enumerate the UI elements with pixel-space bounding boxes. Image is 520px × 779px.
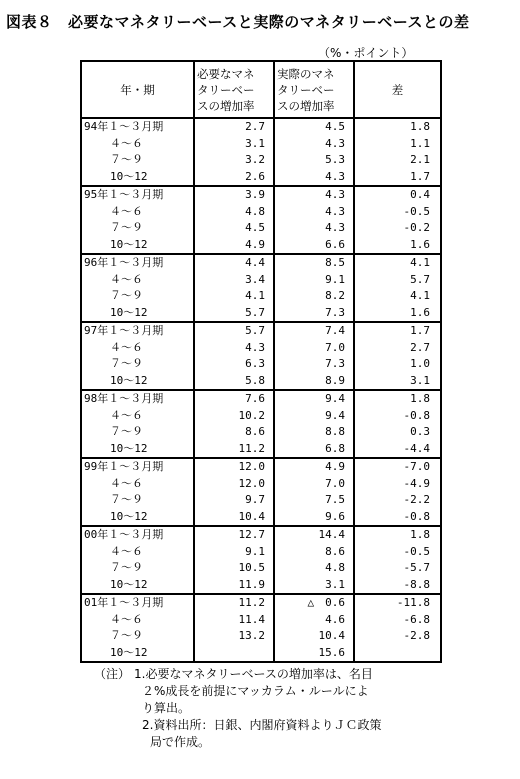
table-row bbox=[81, 136, 441, 153]
period-cell: ４～６ bbox=[81, 204, 194, 221]
difference-cell: 2.1 bbox=[354, 152, 441, 169]
table-row bbox=[81, 356, 441, 373]
table-row bbox=[81, 340, 441, 357]
difference-cell: -4.4 bbox=[354, 441, 441, 459]
table-year-group bbox=[81, 390, 441, 458]
period-cell: 10～12 bbox=[81, 373, 194, 391]
period-cell: ７～９ bbox=[81, 220, 194, 237]
period-cell: ７～９ bbox=[81, 288, 194, 305]
header-period: 年・期 bbox=[81, 61, 194, 118]
required-growth-cell: 4.3 bbox=[194, 340, 274, 357]
footnote-line bbox=[94, 734, 514, 751]
actual-growth-cell: 4.3 bbox=[274, 220, 354, 237]
footnote-text: 1.必要なマネタリーベースの増加率は、名目 bbox=[134, 667, 373, 681]
difference-cell: 1.8 bbox=[354, 390, 441, 408]
table-row bbox=[81, 254, 441, 272]
required-growth-cell: 10.5 bbox=[194, 560, 274, 577]
actual-growth-cell: 7.0 bbox=[274, 476, 354, 493]
table-row bbox=[81, 305, 441, 323]
period-cell: ４～６ bbox=[81, 544, 194, 561]
table-row bbox=[81, 408, 441, 425]
table-row bbox=[81, 424, 441, 441]
table-row bbox=[81, 373, 441, 391]
required-growth-cell: 6.3 bbox=[194, 356, 274, 373]
table-year-group bbox=[81, 322, 441, 390]
footnote-text: 局で作成。 bbox=[150, 735, 211, 749]
table-row bbox=[81, 544, 441, 561]
period-cell: 10～12 bbox=[81, 169, 194, 187]
period-cell: ７～９ bbox=[81, 152, 194, 169]
required-growth-cell: 11.2 bbox=[194, 441, 274, 459]
table-row bbox=[81, 237, 441, 255]
header-required-growth: 必要なマネ タリーベー スの増加率 bbox=[194, 61, 274, 118]
table-header-row bbox=[81, 61, 441, 118]
actual-growth-cell: 10.4 bbox=[274, 628, 354, 645]
table-row bbox=[81, 560, 441, 577]
figure-title: 図表８ 必要なマネタリーベースと実際のマネタリーベースとの差 bbox=[6, 13, 470, 31]
required-growth-cell: 12.0 bbox=[194, 476, 274, 493]
table-row bbox=[81, 645, 441, 663]
required-growth-cell: 7.6 bbox=[194, 390, 274, 408]
actual-growth-cell: 8.6 bbox=[274, 544, 354, 561]
table-row bbox=[81, 186, 441, 204]
table-year-group bbox=[81, 594, 441, 662]
difference-cell: -0.5 bbox=[354, 204, 441, 221]
actual-growth-cell: 4.8 bbox=[274, 560, 354, 577]
required-growth-cell: 11.4 bbox=[194, 612, 274, 629]
period-cell: ４～６ bbox=[81, 476, 194, 493]
required-growth-cell: 3.2 bbox=[194, 152, 274, 169]
difference-cell: 2.7 bbox=[354, 340, 441, 357]
header-difference: 差 bbox=[354, 61, 441, 118]
period-cell: ４～６ bbox=[81, 612, 194, 629]
period-cell: 01年１～３月期 bbox=[81, 594, 194, 612]
period-cell: 00年１～３月期 bbox=[81, 526, 194, 544]
required-growth-cell: 2.6 bbox=[194, 169, 274, 187]
required-growth-cell bbox=[194, 645, 274, 663]
period-cell: 96年１～３月期 bbox=[81, 254, 194, 272]
period-cell: 10～12 bbox=[81, 509, 194, 527]
footnote-line bbox=[94, 683, 514, 700]
period-cell: 10～12 bbox=[81, 237, 194, 255]
difference-cell: -2.2 bbox=[354, 492, 441, 509]
difference-cell: -6.8 bbox=[354, 612, 441, 629]
actual-growth-cell: 7.3 bbox=[274, 305, 354, 323]
difference-cell: -0.5 bbox=[354, 544, 441, 561]
difference-cell: -4.9 bbox=[354, 476, 441, 493]
period-cell: 94年１～３月期 bbox=[81, 118, 194, 136]
difference-cell: 4.1 bbox=[354, 254, 441, 272]
table-row bbox=[81, 509, 441, 527]
table-row bbox=[81, 594, 441, 612]
period-cell: ４～６ bbox=[81, 136, 194, 153]
footnote-line bbox=[94, 666, 514, 683]
table-year-group bbox=[81, 118, 441, 186]
table-year-group bbox=[81, 458, 441, 526]
difference-cell: -7.0 bbox=[354, 458, 441, 476]
difference-cell: 1.1 bbox=[354, 136, 441, 153]
table-year-group bbox=[81, 254, 441, 322]
table-row bbox=[81, 492, 441, 509]
period-cell: ４～６ bbox=[81, 408, 194, 425]
difference-cell: 1.7 bbox=[354, 169, 441, 187]
difference-cell: 0.4 bbox=[354, 186, 441, 204]
footnotes bbox=[94, 666, 514, 751]
actual-growth-cell: 4.5 bbox=[274, 118, 354, 136]
actual-growth-cell: 8.2 bbox=[274, 288, 354, 305]
actual-growth-cell: 8.9 bbox=[274, 373, 354, 391]
period-cell: 97年１～３月期 bbox=[81, 322, 194, 340]
period-cell: ７～９ bbox=[81, 560, 194, 577]
actual-growth-cell: 15.6 bbox=[274, 645, 354, 663]
actual-growth-cell: 9.1 bbox=[274, 272, 354, 289]
footnote-line bbox=[94, 700, 514, 717]
required-growth-cell: 11.2 bbox=[194, 594, 274, 612]
required-growth-cell: 4.9 bbox=[194, 237, 274, 255]
table-year-group bbox=[81, 526, 441, 594]
difference-cell: 0.3 bbox=[354, 424, 441, 441]
table-row bbox=[81, 322, 441, 340]
required-growth-cell: 3.1 bbox=[194, 136, 274, 153]
difference-cell: -11.8 bbox=[354, 594, 441, 612]
required-growth-cell: 5.8 bbox=[194, 373, 274, 391]
actual-growth-cell: 4.3 bbox=[274, 204, 354, 221]
table-row bbox=[81, 577, 441, 595]
required-growth-cell: 4.5 bbox=[194, 220, 274, 237]
difference-cell: -0.8 bbox=[354, 408, 441, 425]
actual-growth-cell: 7.0 bbox=[274, 340, 354, 357]
table-row bbox=[81, 476, 441, 493]
actual-growth-cell: 8.8 bbox=[274, 424, 354, 441]
difference-cell: 1.8 bbox=[354, 526, 441, 544]
period-cell: 10～12 bbox=[81, 577, 194, 595]
money-base-table bbox=[80, 60, 442, 663]
period-cell: ４～６ bbox=[81, 340, 194, 357]
difference-cell: -0.2 bbox=[354, 220, 441, 237]
actual-growth-cell: 4.3 bbox=[274, 169, 354, 187]
required-growth-cell: 11.9 bbox=[194, 577, 274, 595]
table-row bbox=[81, 152, 441, 169]
actual-growth-cell: 8.5 bbox=[274, 254, 354, 272]
table-row bbox=[81, 118, 441, 136]
table-row bbox=[81, 526, 441, 544]
period-cell: 10～12 bbox=[81, 305, 194, 323]
table-row bbox=[81, 204, 441, 221]
unit-label: （%・ポイント） bbox=[318, 46, 414, 60]
footnote-text: 2.資料出所：日銀、内閣府資料よりＪＣ政策 bbox=[142, 718, 382, 732]
table-year-group bbox=[81, 186, 441, 254]
table-row bbox=[81, 628, 441, 645]
required-growth-cell: 13.2 bbox=[194, 628, 274, 645]
table-row bbox=[81, 458, 441, 476]
actual-growth-cell: △ 0.6 bbox=[274, 594, 354, 612]
required-growth-cell: 12.7 bbox=[194, 526, 274, 544]
difference-cell: 5.7 bbox=[354, 272, 441, 289]
required-growth-cell: 2.7 bbox=[194, 118, 274, 136]
actual-growth-cell: 7.3 bbox=[274, 356, 354, 373]
period-cell: 99年１～３月期 bbox=[81, 458, 194, 476]
period-cell: ７～９ bbox=[81, 492, 194, 509]
header-actual-growth: 実際のマネ タリーベー スの増加率 bbox=[274, 61, 354, 118]
table-row bbox=[81, 390, 441, 408]
difference-cell: -8.8 bbox=[354, 577, 441, 595]
required-growth-cell: 4.4 bbox=[194, 254, 274, 272]
difference-cell bbox=[354, 645, 441, 663]
difference-cell: -0.8 bbox=[354, 509, 441, 527]
required-growth-cell: 10.4 bbox=[194, 509, 274, 527]
difference-cell: -2.8 bbox=[354, 628, 441, 645]
period-cell: ７～９ bbox=[81, 628, 194, 645]
difference-cell: 1.0 bbox=[354, 356, 441, 373]
period-cell: 10～12 bbox=[81, 441, 194, 459]
difference-cell: 1.7 bbox=[354, 322, 441, 340]
footnote-text: ２%成長を前提にマッカラム・ルールによ bbox=[142, 684, 369, 698]
actual-growth-cell: 4.3 bbox=[274, 186, 354, 204]
table-row bbox=[81, 272, 441, 289]
table-row bbox=[81, 612, 441, 629]
difference-cell: 1.8 bbox=[354, 118, 441, 136]
required-growth-cell: 8.6 bbox=[194, 424, 274, 441]
difference-cell: 1.6 bbox=[354, 305, 441, 323]
table-row bbox=[81, 169, 441, 187]
actual-growth-cell: 7.5 bbox=[274, 492, 354, 509]
required-growth-cell: 12.0 bbox=[194, 458, 274, 476]
period-cell: 98年１～３月期 bbox=[81, 390, 194, 408]
footnote-line bbox=[94, 717, 514, 734]
period-cell: ７～９ bbox=[81, 424, 194, 441]
difference-cell: 4.1 bbox=[354, 288, 441, 305]
footnote-text: り算出。 bbox=[142, 701, 191, 715]
actual-growth-cell: 6.6 bbox=[274, 237, 354, 255]
table-row bbox=[81, 288, 441, 305]
period-cell: ４～６ bbox=[81, 272, 194, 289]
actual-growth-cell: 7.4 bbox=[274, 322, 354, 340]
difference-cell: 1.6 bbox=[354, 237, 441, 255]
required-growth-cell: 3.4 bbox=[194, 272, 274, 289]
required-growth-cell: 5.7 bbox=[194, 322, 274, 340]
period-cell: ７～９ bbox=[81, 356, 194, 373]
actual-growth-cell: 4.6 bbox=[274, 612, 354, 629]
footnote-label: （注） bbox=[94, 667, 131, 681]
required-growth-cell: 9.7 bbox=[194, 492, 274, 509]
actual-growth-cell: 14.4 bbox=[274, 526, 354, 544]
actual-growth-cell: 6.8 bbox=[274, 441, 354, 459]
actual-growth-cell: 5.3 bbox=[274, 152, 354, 169]
required-growth-cell: 4.1 bbox=[194, 288, 274, 305]
difference-cell: 3.1 bbox=[354, 373, 441, 391]
actual-growth-cell: 3.1 bbox=[274, 577, 354, 595]
actual-growth-cell: 4.9 bbox=[274, 458, 354, 476]
table-row bbox=[81, 441, 441, 459]
required-growth-cell: 5.7 bbox=[194, 305, 274, 323]
actual-growth-cell: 9.4 bbox=[274, 408, 354, 425]
actual-growth-cell: 9.6 bbox=[274, 509, 354, 527]
required-growth-cell: 3.9 bbox=[194, 186, 274, 204]
required-growth-cell: 4.8 bbox=[194, 204, 274, 221]
actual-growth-cell: 9.4 bbox=[274, 390, 354, 408]
difference-cell: -5.7 bbox=[354, 560, 441, 577]
table-row bbox=[81, 220, 441, 237]
actual-growth-cell: 4.3 bbox=[274, 136, 354, 153]
period-cell: 10～12 bbox=[81, 645, 194, 663]
period-cell: 95年１～３月期 bbox=[81, 186, 194, 204]
required-growth-cell: 10.2 bbox=[194, 408, 274, 425]
required-growth-cell: 9.1 bbox=[194, 544, 274, 561]
